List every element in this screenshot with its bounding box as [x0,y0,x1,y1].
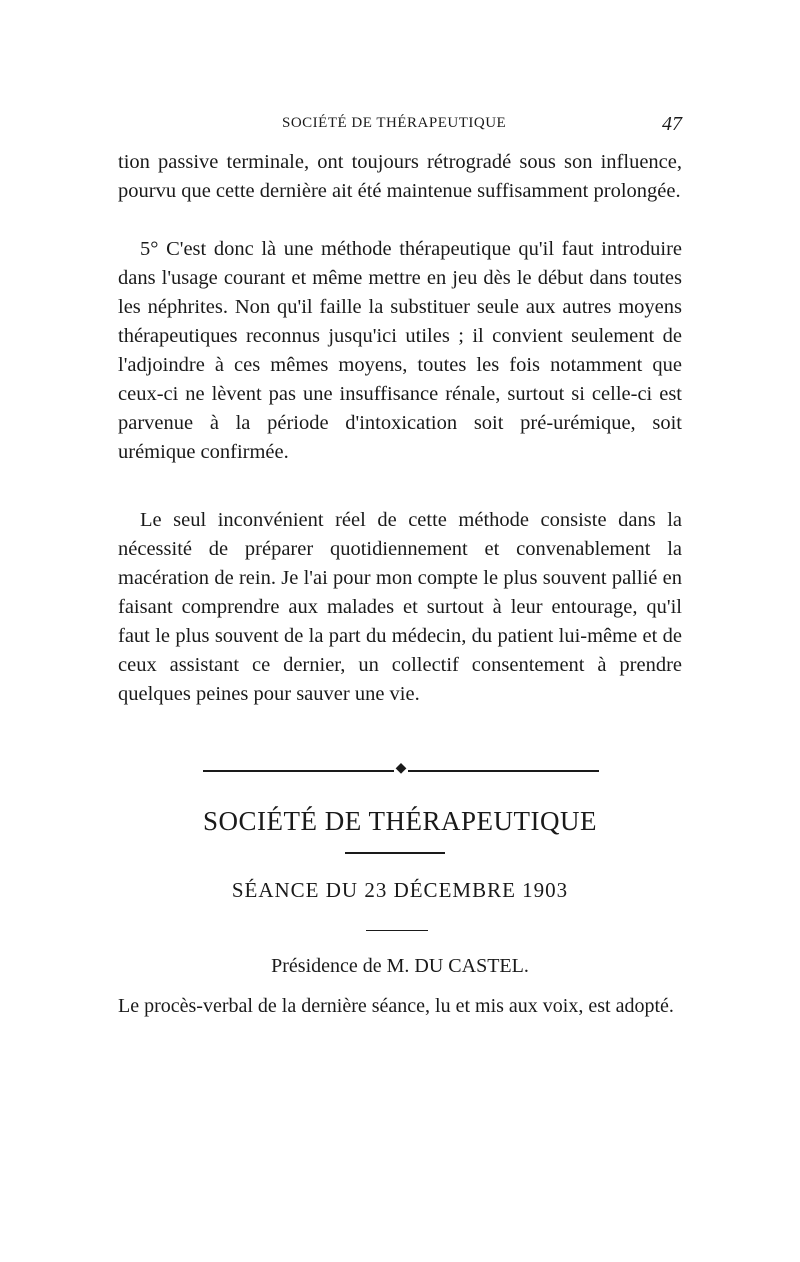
title-underline-rule [345,852,445,854]
presidence-line: Présidence de M. DU CASTEL. [271,955,529,977]
paragraph-inconvenient: Le seul inconvénient réel de cette méthode consiste dans la nécessité de préparer quotidiennement et convenablement la macération de rein. Je l'ai pour mon compte le plus souvent pallié en faisant comprendre aux malades et surtout à leur entourage, qu'il faut le plus souvent de la part du médecin, du patient lui-même et de ceux assistant ce dernier, un collectif consentement à prendre quelques peines pour sauver une vie. [118,509,682,705]
running-head [0,115,800,139]
section-title: SOCIÉTÉ DE THÉRAPEUTIQUE [203,806,597,836]
running-head-title: SOCIÉTÉ DE THÉRAPEUTIQUE [282,115,507,131]
divider-ornament-icon: ◆ [395,761,407,776]
page-number: 47 [662,113,682,135]
proces-verbal-paragraph: Le procès-verbal de la dernière séance, lu et mis aux voix, est adopté. [118,995,674,1017]
paragraph-continuation: tion passive terminale, ont toujours rétrogradé sous son influence, pourvu que cette dernière ait été maintenue suffisamment prolongée. [118,151,682,202]
seance-date: SÉANCE DU 23 DÉCEMBRE 1903 [231,878,569,902]
seance-underline-rule [366,930,428,931]
paragraph-point-5: 5° C'est donc là une méthode thérapeutique qu'il faut introduire dans l'usage courant et même mettre en jeu dès le début dans toutes les néphrites. Non qu'il faille la substituer seule aux autres moyens thérapeutiques reconnus jusqu'ici utiles ; il convient seulement de l'adjoindre à ces mêmes moyens, toutes les fois notamment que ceux-ci ne lèvent pas une insuffisance rénale, surtout si celle-ci est parvenue à la période d'intoxication soit pré-urémique, soit urémique confirmée. [118,238,682,463]
